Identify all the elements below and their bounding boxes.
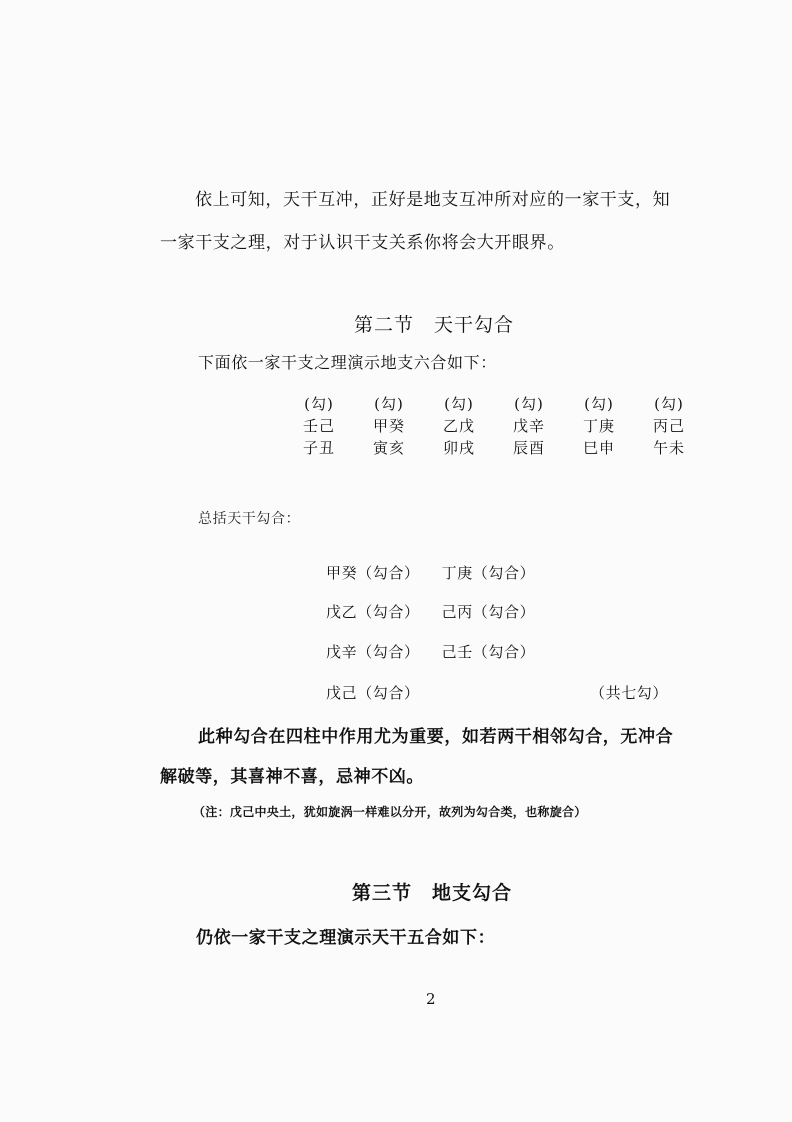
page-number: 2 [426, 990, 436, 1008]
pair-stems: 丁庚 [582, 417, 615, 435]
section2-title: 第二节 天干勾合 [354, 314, 515, 336]
pair-column [354, 393, 424, 459]
pair-column [564, 393, 634, 459]
summary-row [326, 601, 535, 622]
summary-row [326, 641, 535, 662]
summary-item: 己壬（勾合） [441, 643, 536, 661]
section2-intro: 下面依一家干支之理演示地支六合如下： [198, 353, 497, 372]
pair-branches: 卯戌 [442, 439, 475, 457]
summary-item: 甲癸（勾合） [326, 564, 420, 582]
pairs-table [284, 393, 704, 459]
paragraph2-line2: 解破等，其喜神不喜，忌神不凶。 [160, 767, 424, 787]
summary-item: 戊辛（勾合） [326, 643, 420, 661]
pair-label: (勾) [654, 395, 684, 413]
pair-column [494, 393, 564, 459]
paragraph1-line1: 依上可知，天干互冲，正好是地支互冲所对应的一家干支，知 [195, 190, 671, 210]
pair-branches: 午未 [652, 439, 685, 457]
summary-total: （共七勾） [590, 684, 669, 702]
summary-item: 戊己（勾合） [326, 684, 420, 702]
pair-label: (勾) [374, 395, 404, 413]
paragraph1-line2: 一家干支之理，对于认识干支关系你将会大开眼界。 [160, 233, 565, 253]
pair-column [284, 393, 354, 459]
pair-label: (勾) [584, 395, 614, 413]
pair-branches: 子丑 [302, 439, 335, 457]
pair-stems: 乙戊 [442, 417, 475, 435]
summary-item: 戊乙（勾合） [326, 603, 420, 621]
summary-item: 丁庚（勾合） [441, 564, 536, 582]
pair-column [634, 393, 704, 459]
summary-label: 总括天干勾合： [198, 511, 301, 527]
pair-branches: 辰酉 [512, 439, 545, 457]
pair-label: (勾) [304, 395, 334, 413]
pair-stems: 壬己 [302, 417, 335, 435]
summary-item: 己丙（勾合） [441, 603, 536, 621]
summary-row [326, 562, 535, 583]
pair-column [424, 393, 494, 459]
pair-label: (勾) [514, 395, 544, 413]
section3-intro: 仍依一家干支之理演示天干五合如下： [196, 928, 496, 948]
paragraph2-line1: 此种勾合在四柱中作用尤为重要，如若两干相邻勾合，无冲合 [198, 727, 674, 747]
pair-stems: 甲癸 [372, 417, 405, 435]
pair-branches: 巳申 [582, 439, 615, 457]
section3-title: 第三节 地支勾合 [352, 882, 513, 904]
pair-label: (勾) [444, 395, 474, 413]
footnote: （注：戊己中央土，犹如旋涡一样难以分开，故列为勾合类，也称旋合） [193, 805, 587, 819]
pair-branches: 寅亥 [372, 439, 405, 457]
pair-stems: 丙己 [652, 417, 685, 435]
pair-stems: 戊辛 [512, 417, 545, 435]
summary-row [326, 682, 420, 703]
